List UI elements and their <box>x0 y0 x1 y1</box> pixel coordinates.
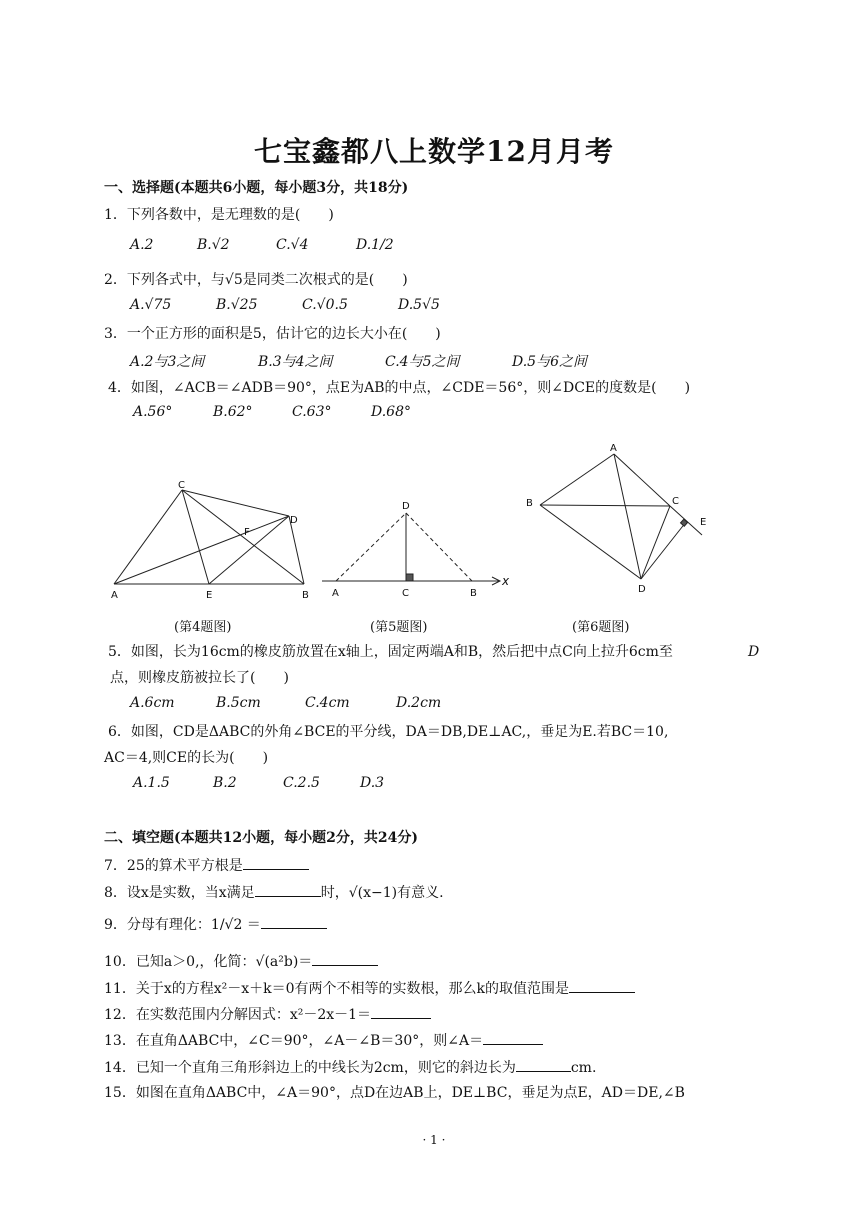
q3-option-c: C.4与5之间 <box>385 354 460 370</box>
q5-option-c: C.4cm <box>305 695 350 711</box>
q4-stem: 4．如图，∠ACB＝∠ADB＝90°，点E为AB的中点，∠CDE＝56°，则∠DCE的度数是( ) <box>108 380 691 396</box>
q1-option-b: B.√2 <box>197 237 230 253</box>
q1-stem: 1．下列各数中，是无理数的是( ) <box>104 207 334 223</box>
fig6-label-d: D <box>638 584 646 595</box>
fig5-caption: (第5题图) <box>370 620 428 635</box>
q12-answer-blank[interactable] <box>371 1004 431 1019</box>
q7-text: 7．25的算术平方根是 <box>104 858 243 874</box>
fig4-label-c: C <box>178 480 185 491</box>
q3-option-b: B.3与4之间 <box>258 354 333 370</box>
q1-option-a: A.2 <box>130 237 154 253</box>
q6-option-b: B.2 <box>213 775 237 791</box>
figure-5 <box>320 495 516 605</box>
q2-stem: 2．下列各式中，与√5是同类二次根式的是( ) <box>104 272 408 288</box>
fig6-label-a: A <box>610 443 617 454</box>
q5-option-a: A.6cm <box>130 695 175 711</box>
q3-option-d: D.5与6之间 <box>512 354 587 370</box>
fig5-label-c: C <box>402 588 409 599</box>
q13 <box>104 1030 543 1051</box>
q2-option-b: B.√25 <box>216 297 258 313</box>
section1-heading: 一、选择题(本题共6小题，每小题3分，共18分) <box>104 180 409 196</box>
q6-option-d: D.3 <box>360 775 385 791</box>
q10-text: 10．已知a＞0,，化简：√(a²b)＝ <box>104 954 313 970</box>
q13-text: 13．在直角ΔABC中，∠C＝90°，∠A－∠B＝30°，则∠A＝ <box>104 1033 484 1049</box>
page-number: · 1 · <box>422 1133 446 1147</box>
q6-option-a: A.1.5 <box>133 775 170 791</box>
q11-text: 11．关于x的方程x²－x＋k＝0有两个不相等的实数根，那么k的取值范围是 <box>104 981 569 997</box>
fig5-label-a: A <box>332 588 339 599</box>
q12 <box>104 1004 431 1025</box>
q10 <box>104 951 378 972</box>
q9-text: 9．分母有理化：1/√2 ＝ <box>104 917 261 933</box>
q6-stem-2: AC＝4,则CE的长为( ) <box>104 750 269 766</box>
q9-answer-blank[interactable] <box>261 914 327 929</box>
q13-answer-blank[interactable] <box>483 1030 543 1045</box>
q14-text: 14．已知一个直角三角形斜边上的中线长为2cm，则它的斜边长为 <box>104 1060 516 1076</box>
q5-stem-2: 点，则橡皮筋被拉长了( ) <box>110 670 289 686</box>
q10-answer-blank[interactable] <box>312 951 378 966</box>
q1-option-c: C.√4 <box>276 237 309 253</box>
q5-option-b: B.5cm <box>216 695 261 711</box>
q11-answer-blank[interactable] <box>569 978 635 993</box>
q3-stem: 3．一个正方形的面积是5，估计它的边长大小在( ) <box>104 326 441 342</box>
fig4-label-a: A <box>111 590 118 601</box>
q4-option-a: A.56° <box>133 404 173 420</box>
q4-option-d: D.68° <box>371 404 411 420</box>
q7 <box>104 855 309 876</box>
section2-heading: 二、填空题(本题共12小题，每小题2分，共24分) <box>104 830 418 846</box>
q2-option-a: A.√75 <box>130 297 172 313</box>
q14-after: cm. <box>570 1060 597 1076</box>
figure-6 <box>520 440 716 605</box>
q9 <box>104 914 327 935</box>
fig4-label-b: B <box>302 590 309 601</box>
fig5-label-d: D <box>402 501 410 512</box>
q8 <box>104 882 444 903</box>
q14-answer-blank[interactable] <box>516 1057 571 1072</box>
fig4-label-f: F <box>244 527 250 538</box>
q5-option-d: D.2cm <box>396 695 442 711</box>
q5-stem-tail: D <box>748 644 760 660</box>
q3-option-a: A.2与3之间 <box>130 354 205 370</box>
fig5-label-b: B <box>470 588 477 599</box>
q6-stem: 6．如图，CD是ΔABC的外角∠BCE的平分线，DA＝DB,DE⊥AC,，垂足为E.若BC＝10, <box>108 724 669 740</box>
fig4-caption: (第4题图) <box>174 620 232 635</box>
fig4-label-e: E <box>206 590 213 601</box>
q6-option-c: C.2.5 <box>283 775 320 791</box>
fig4-label-d: D <box>290 515 298 526</box>
fig6-label-e: E <box>700 517 707 528</box>
fig6-caption: (第6题图) <box>572 620 630 635</box>
fig6-label-c: C <box>672 496 679 507</box>
fig6-label-b: B <box>526 498 533 509</box>
q8-text: 8．设x是实数，当x满足 <box>104 885 255 901</box>
q1-option-d: D.1/2 <box>356 237 394 253</box>
q7-answer-blank[interactable] <box>243 855 309 870</box>
q5-stem: 5．如图，长为16cm的橡皮筋放置在x轴上，固定两端A和B，然后把中点C向上拉升6cm至 <box>108 644 673 660</box>
q4-option-c: C.63° <box>292 404 332 420</box>
q2-option-c: C.√0.5 <box>302 297 348 313</box>
q8-answer-blank[interactable] <box>255 882 321 897</box>
page-title: 七宝鑫都八上数学12月月考 <box>254 135 614 168</box>
q8-after: 时，√(x−1)有意义. <box>320 885 444 901</box>
q15-text: 15．如图在直角ΔABC中，∠A＝90°，点D在边AB上，DE⊥BC，垂足为点E，AD＝DE,∠B <box>104 1085 685 1101</box>
fig5-label-x: x <box>502 574 510 588</box>
figure-4 <box>104 478 314 606</box>
q12-text: 12．在实数范围内分解因式：x²－2x－1＝ <box>104 1007 372 1023</box>
q2-option-d: D.5√5 <box>398 297 440 313</box>
q15 <box>104 1083 685 1103</box>
q4-option-b: B.62° <box>213 404 253 420</box>
q14 <box>104 1057 596 1078</box>
q11 <box>104 978 635 999</box>
